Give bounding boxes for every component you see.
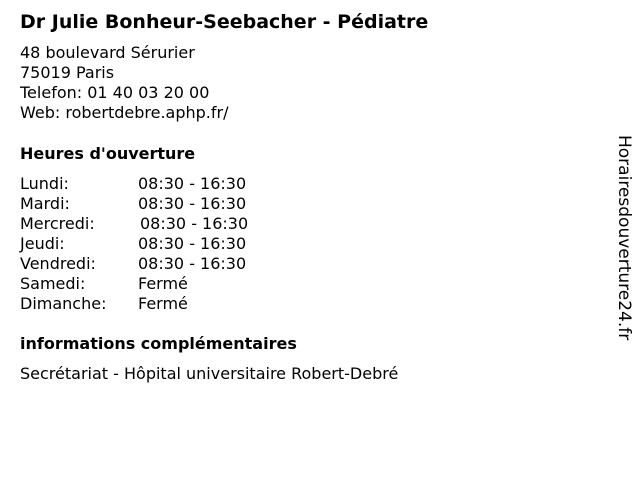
hours-time-value: 08:30 - 16:30	[140, 214, 249, 233]
hours-time-value: 08:30 - 16:30	[138, 174, 247, 193]
city-postal-code: 75019 Paris	[20, 63, 115, 82]
address-block	[20, 43, 228, 123]
site-watermark: Horairesdouverture24.fr	[614, 135, 634, 341]
website-link[interactable]: Web: robertdebre.aphp.fr/	[20, 103, 229, 122]
opening-hours-heading: Heures d'ouverture	[20, 144, 196, 163]
hours-day-label: Mercredi:	[20, 214, 95, 233]
hours-day-label: Jeudi:	[20, 234, 65, 253]
hours-day-label: Mardi:	[20, 194, 70, 213]
hours-day-label: Dimanche:	[20, 294, 107, 313]
page-title: Dr Julie Bonheur-Seebacher - Pédiatre	[20, 11, 429, 33]
additional-info-text: Secrétariat - Hôpital universitaire Robert-Debré	[20, 364, 399, 383]
hours-day-label: Lundi:	[20, 174, 69, 193]
hours-time-value: Fermé	[138, 294, 188, 313]
hours-time-value: 08:30 - 16:30	[138, 254, 247, 273]
additional-info-heading: informations complémentaires	[20, 334, 297, 353]
hours-time-value: Fermé	[138, 274, 188, 293]
hours-time-value: 08:30 - 16:30	[138, 234, 247, 253]
hours-day-label: Samedi:	[20, 274, 86, 293]
hours-day-label: Vendredi:	[20, 254, 96, 273]
hours-time-value: 08:30 - 16:30	[138, 194, 247, 213]
phone-number: Telefon: 01 40 03 20 00	[20, 83, 210, 102]
street-address: 48 boulevard Sérurier	[20, 43, 195, 62]
